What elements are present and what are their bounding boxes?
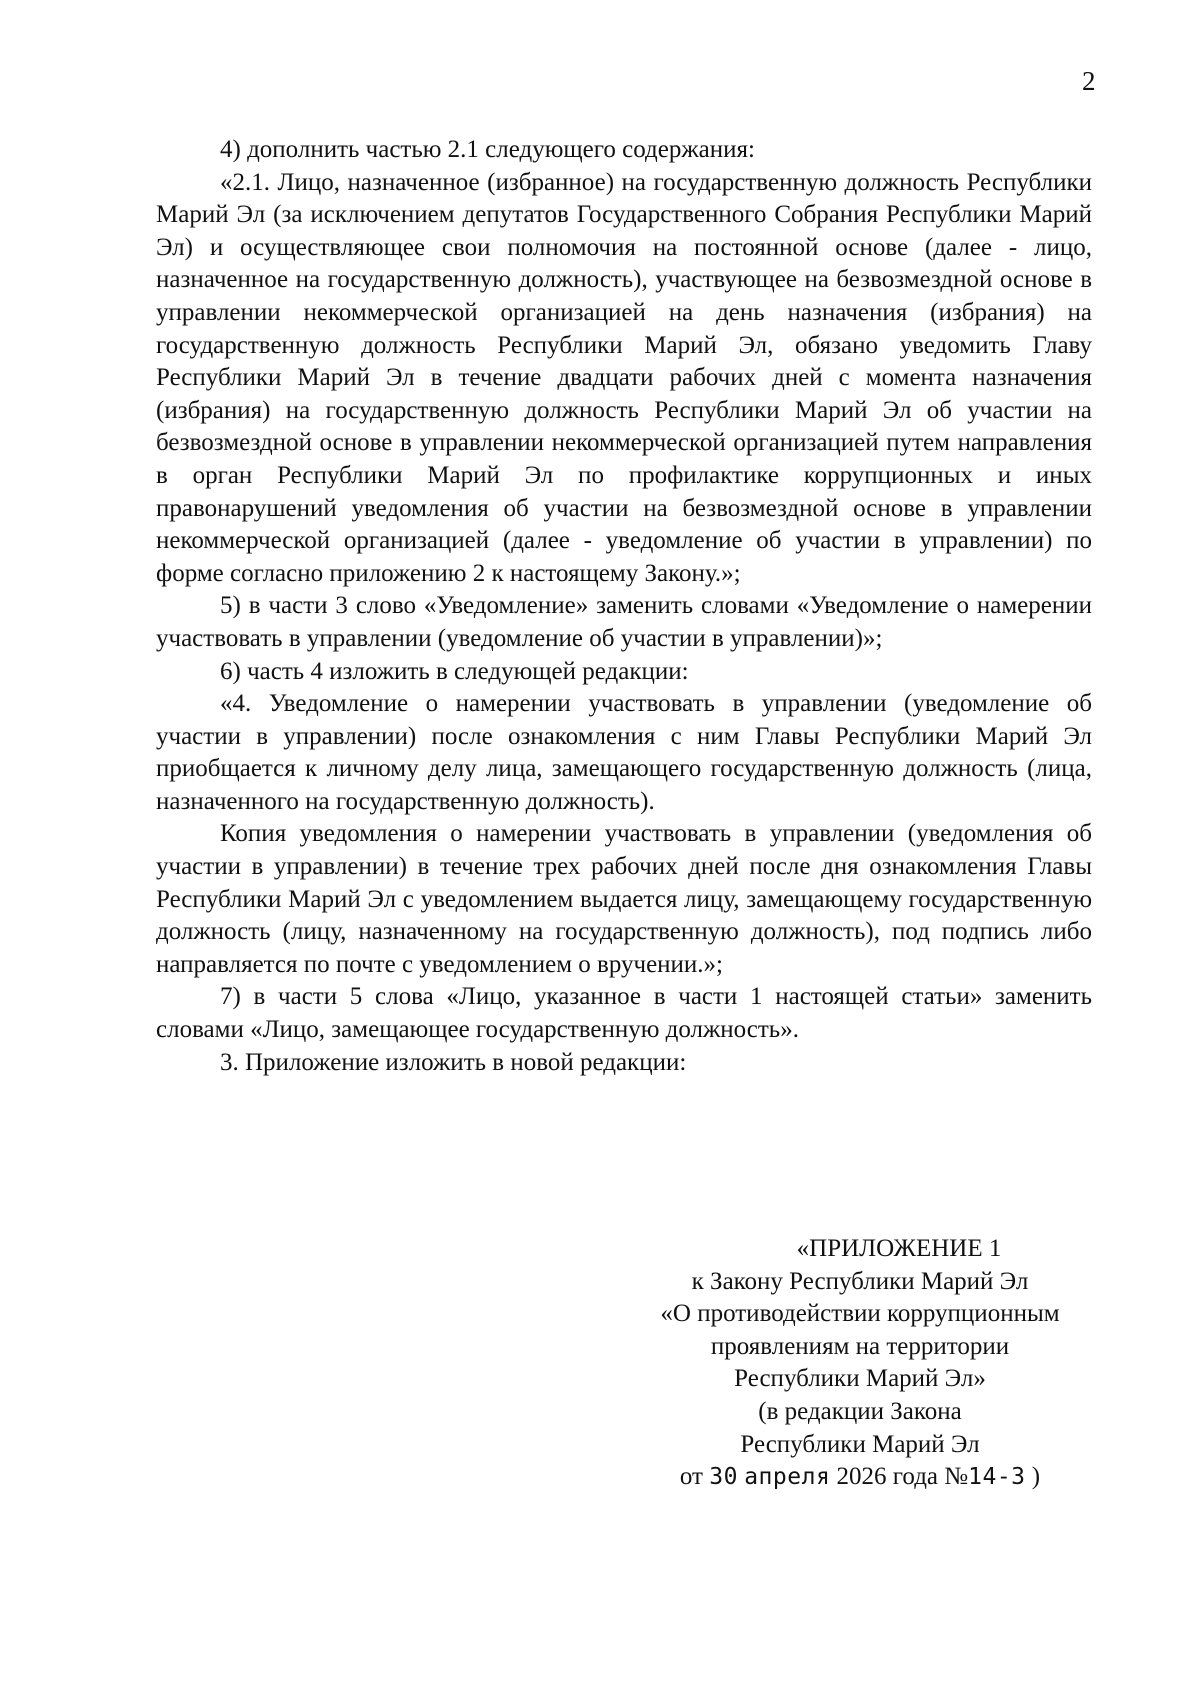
paragraph-item-6: 6) часть 4 изложить в следующей редакции: (220, 657, 689, 685)
appendix-line: (в редакции Закона (758, 1397, 962, 1425)
date-mid: года № (892, 1463, 969, 1491)
date-prefix: от (679, 1463, 703, 1491)
paragraph-part-2-1: «2.1. Лицо, назначенное (избранное) на государственную должность Республики Марий Эл (за исключением депутатов Государственного Собрания Республики Марий Эл) и осуществляющее свои полномочия на постоянной основе (далее - лицо, назначенное на государственную должность), участвующее на безвозмездной основе в управлении некоммерческой организацией на день назначения (избрания) на государственную должность Республики Марий Эл, обязано уведомить Главу Республики Марий Эл в течение двадцати рабочих дней с момента назначения (избрания) на государственную должность Республики Марий Эл об участии на безвозмездной основе в управлении некоммерческой организацией путем направления в орган Республики Марий Эл по профилактике коррупционных и иных правонарушений уведомления об участии на безвозмездной основе в управлении некоммерческой организацией (далее - уведомление об участии в управлении) по форме согласно приложению 2 к настоящему Закону.»; (156, 168, 1092, 587)
date-suffix: ) (1031, 1463, 1041, 1491)
appendix-date-line (620, 1461, 1100, 1494)
paragraph-item-4: 4) дополнить частью 2.1 следующего содержания: (220, 136, 755, 163)
paragraph-item-5: 5) в части 3 слово «Уведомление» заменить словами «Уведомление о намерении участвовать в управлении (уведомление об участии в управлении)»; (156, 592, 1092, 652)
paragraph-part-4: «4. Уведомление о намерении участвовать в управлении (уведомление об участии в управлении) после ознакомления с ним Главы Республики Марий Эл приобщается к личному делу лица, замещающего государственную должность (лица, назначенного на государственную должность). (156, 690, 1092, 815)
paragraph-item-7: 7) в части 5 слова «Лицо, указанное в части 1 настоящей статьи» заменить словами «Лицо, замещающее государственную должность». (156, 983, 1092, 1044)
appendix-header (620, 1233, 1100, 1494)
document-body (156, 134, 1092, 1079)
paragraph-copy-notice: Копия уведомления о намерении участвовать в управлении (уведомления об участии в управлении) в течение трех рабочих дней после дня ознакомления Главы Республики Марий Эл с уведомлением выдается лицу, замещающему государственную должность (лицу, назначенному на государственную должность), под подпись либо направляется по почте с уведомлением о вручении.»; (156, 820, 1092, 978)
appendix-line: Республики Марий Эл (740, 1430, 980, 1458)
law-number: 14-З (968, 1464, 1026, 1491)
date-month: апреля (744, 1464, 831, 1491)
date-day: 30 (709, 1464, 738, 1491)
appendix-line: проявлениям на территории (710, 1332, 1010, 1360)
date-year: 2026 (836, 1463, 887, 1491)
appendix-line: к Закону Республики Марий Эл (691, 1267, 1029, 1295)
appendix-line: «О противодействии коррупционным (660, 1300, 1060, 1328)
page-number: 2 (1082, 66, 1096, 96)
paragraph-section-3: 3. Приложение изложить в новой редакции: (220, 1048, 687, 1076)
appendix-title: «ПРИЛОЖЕНИЕ 1 (796, 1235, 1002, 1262)
appendix-line: Республики Марий Эл» (734, 1365, 986, 1393)
